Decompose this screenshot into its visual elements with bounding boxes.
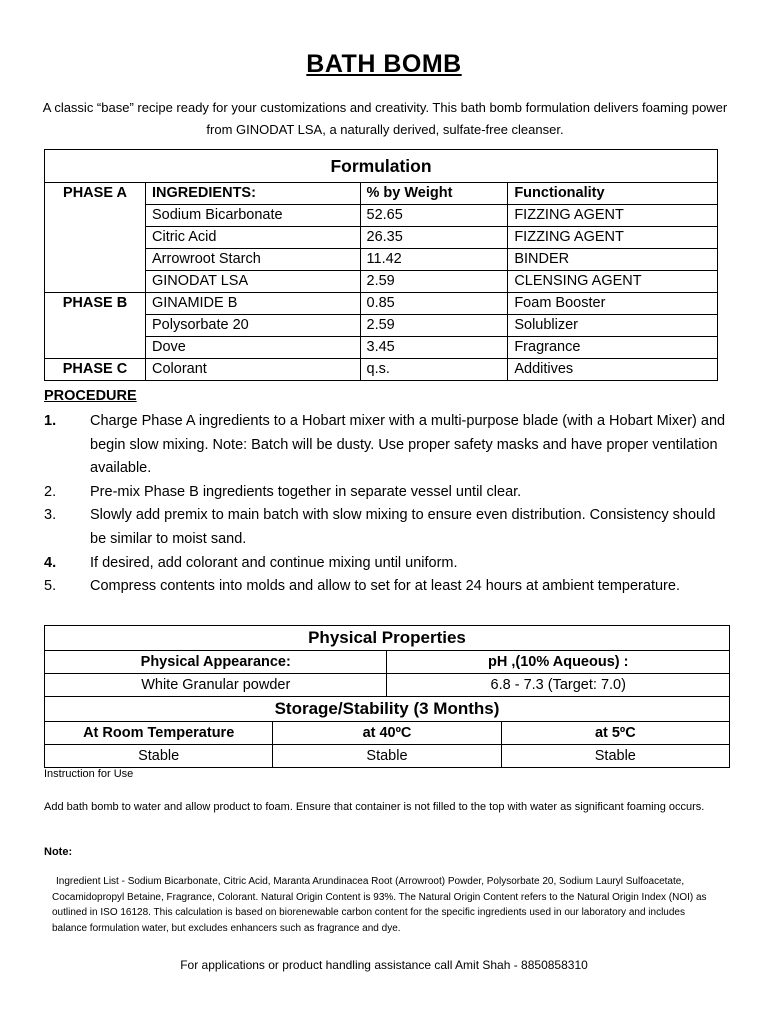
ingredient-cell: Polysorbate 20 <box>146 315 361 337</box>
stability-heading: Storage/Stability (3 Months) <box>45 697 730 722</box>
list-item <box>44 481 734 505</box>
step-number: 1. <box>44 413 57 429</box>
list-item <box>44 575 734 599</box>
function-cell: Additives <box>508 359 718 381</box>
table-row <box>45 293 718 315</box>
step-number: 3. <box>44 507 57 524</box>
column-header: INGREDIENTS: <box>146 183 361 205</box>
properties-table <box>44 625 730 768</box>
table-row <box>45 337 718 359</box>
table-row <box>45 249 718 271</box>
function-cell: Fragrance <box>508 337 718 359</box>
stability-column-header: at 5ºC <box>501 722 729 745</box>
table-row <box>45 227 718 249</box>
list-item <box>44 552 734 576</box>
note-heading: Note: <box>44 846 73 858</box>
weight-cell: 2.59 <box>360 271 508 293</box>
appearance-value: White Granular powder <box>45 674 387 697</box>
step-text: If desired, add colorant and continue mixing until uniform. <box>90 554 458 571</box>
phase-label: PHASE C <box>45 359 146 381</box>
column-header: Functionality <box>508 183 718 205</box>
instruction-heading: Instruction for Use <box>44 768 134 780</box>
table-row <box>45 315 718 337</box>
weight-cell: 52.65 <box>360 205 508 227</box>
procedure-heading: PROCEDURE <box>44 388 137 404</box>
step-number: 2. <box>44 483 57 500</box>
phase-label: PHASE A <box>45 183 146 293</box>
table-row <box>45 359 718 381</box>
step-text: Charge Phase A ingredients to a Hobart mixer with a multi-purpose blade (with a Hobart Mixer) and begin slow mixing. Note: Batch will be dusty. Use proper safety masks and have proper ventilation available. <box>90 413 726 477</box>
table-row <box>45 271 718 293</box>
ingredient-cell: Arrowroot Starch <box>146 249 361 271</box>
stability-value: Stable <box>501 745 729 768</box>
function-cell: BINDER <box>508 249 718 271</box>
ingredient-cell: Sodium Bicarbonate <box>146 205 361 227</box>
step-text: Pre-mix Phase B ingredients together in separate vessel until clear. <box>90 483 522 500</box>
stability-column-header: At Room Temperature <box>45 722 273 745</box>
column-header: % by Weight <box>360 183 508 205</box>
function-cell: FIZZING AGENT <box>508 227 718 249</box>
appearance-label: Physical Appearance: <box>45 651 387 674</box>
ingredient-cell: GINAMIDE B <box>146 293 361 315</box>
intro-paragraph: A classic “base” recipe ready for your customizations and creativity. This bath bomb formulation delivers foaming power from GINODAT LSA, a naturally derived, sulfate-free cleanser. <box>42 100 728 137</box>
weight-cell: q.s. <box>360 359 508 381</box>
phase-label: PHASE B <box>45 293 146 359</box>
step-number: 4. <box>44 554 57 571</box>
function-cell: Solublizer <box>508 315 718 337</box>
function-cell: FIZZING AGENT <box>508 205 718 227</box>
stability-value: Stable <box>45 745 273 768</box>
function-cell: Foam Booster <box>508 293 718 315</box>
list-item <box>44 410 734 481</box>
step-text: Compress contents into molds and allow to set for at least 24 hours at ambient temperature. <box>90 578 680 595</box>
ingredient-cell: Dove <box>146 337 361 359</box>
weight-cell: 2.59 <box>360 315 508 337</box>
weight-cell: 26.35 <box>360 227 508 249</box>
list-item <box>44 504 734 551</box>
step-number: 5. <box>44 578 57 595</box>
stability-column-header: at 40ºC <box>273 722 501 745</box>
weight-cell: 11.42 <box>360 249 508 271</box>
table-row <box>45 205 718 227</box>
formulation-table <box>44 149 718 381</box>
contact-footer: For applications or product handling assistance call Amit Shah - 8850858310 <box>180 958 588 972</box>
page-title: BATH BOMB <box>306 50 462 78</box>
function-cell: CLENSING AGENT <box>508 271 718 293</box>
formulation-heading: Formulation <box>45 150 718 183</box>
ingredient-cell: Citric Acid <box>146 227 361 249</box>
stability-value: Stable <box>273 745 501 768</box>
ingredient-list-note: Ingredient List - Sodium Bicarbonate, Citric Acid, Maranta Arundinacea Root (Arrowroot) Powder, Polysorbate 20, Sodium Lauryl Sulfoacetate, Cocamidopropyl Betaine, Fragrance, Colorant. Natural Origin Content is 93%. The Natural Origin Content refers to the Natural Origin Index (NOI) as outlined in ISO 16128. This calculation is based on biorenewable carbon content for the specific ingredients used in our laboratory and includes balance formulation water, but excludes enhancers such as fragrance and dye. <box>52 876 707 934</box>
ingredient-cell: Colorant <box>146 359 361 381</box>
physical-properties-heading: Physical Properties <box>45 626 730 651</box>
ph-label: pH ,(10% Aqueous) : <box>387 651 730 674</box>
ingredient-cell: GINODAT LSA <box>146 271 361 293</box>
weight-cell: 3.45 <box>360 337 508 359</box>
step-text: Slowly add premix to main batch with slow mixing to ensure even distribution. Consistency should be similar to moist sand. <box>90 507 716 547</box>
ph-value: 6.8 - 7.3 (Target: 7.0) <box>387 674 730 697</box>
instruction-text: Add bath bomb to water and allow product to foam. Ensure that container is not filled to the top with water as significant foaming occurs. <box>44 801 705 813</box>
weight-cell: 0.85 <box>360 293 508 315</box>
procedure-list <box>44 410 734 599</box>
